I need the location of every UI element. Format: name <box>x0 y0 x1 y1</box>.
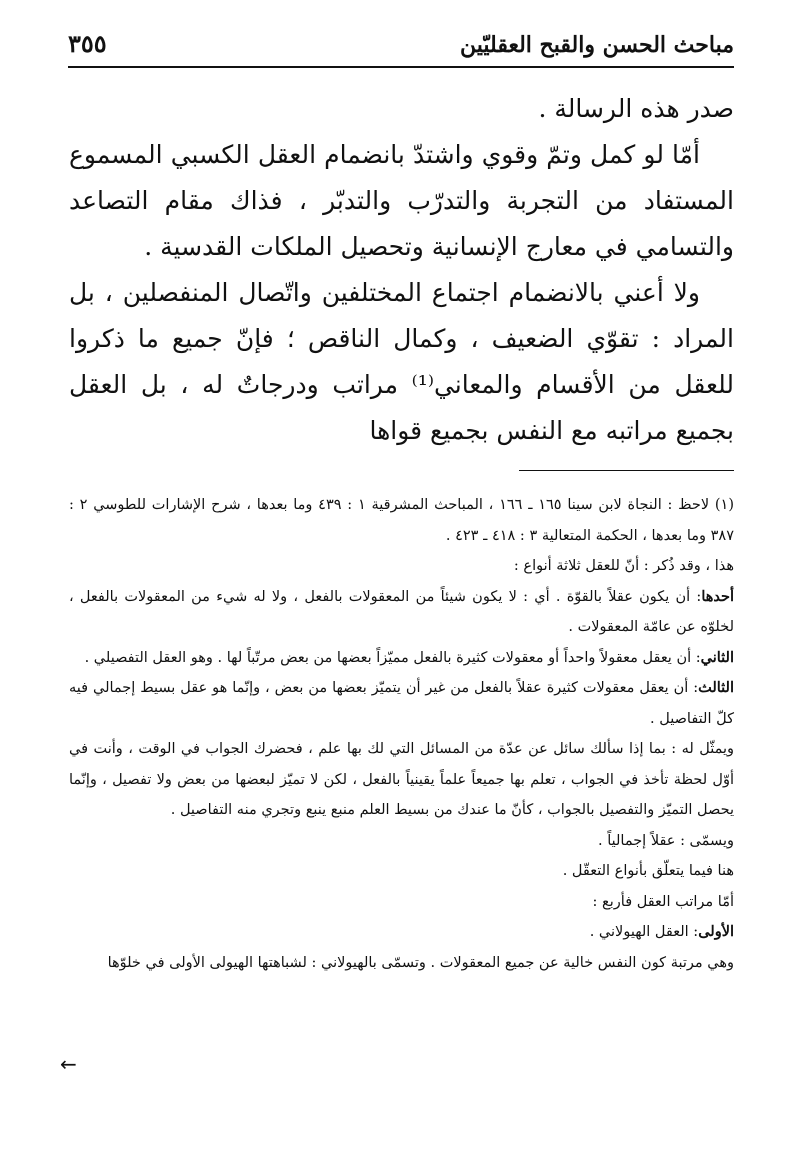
footnote-named: ويسمّى : عقلاً إجمالياً . <box>597 832 734 849</box>
footnote-separator <box>519 470 734 471</box>
footnote-type-3 <box>69 673 734 734</box>
footnote-ranks: أمّا مراتب العقل فأربع : <box>592 893 734 910</box>
page-header <box>68 28 734 68</box>
footnote-type-2 <box>69 643 734 674</box>
type-1-label: أحدها <box>701 587 734 605</box>
main-paragraph-1: أمّا لو كمل وتمّ وقوي واشتدّ بانضمام العقل الكسبي المسموع المستفاد من التجربة والتدرّب والتدبّر ، فذاك مقام التصاعد والتسامي في معارج الإنسانية وتحصيل الملكات القدسية . <box>69 140 734 261</box>
page-number: ٣٥٥ <box>68 32 107 58</box>
footnote-rank-1 <box>69 917 734 948</box>
type-3-label: الثالث <box>698 679 734 696</box>
type-3-text: : أن يعقل معقولات كثيرة عقلاً بالفعل من غير أن يتميّز بعضها من بعض ، وإنّما هو عقل بسيط إجمالي فيه كلّ التفاصيل . <box>69 680 734 727</box>
type-1-text: : أن يكون عقلاً بالقوّة . أي : لا يكون شيئاً من المعقولات بالفعل ، ولا له شيء من المعقولات بالفعل ، لخلوّه عن عامّة المعقولات . <box>69 588 734 635</box>
footnotes <box>69 490 734 978</box>
type-2-text: : أن يعقل معقولاً واحداً أو معقولات كثيرة بالفعل مميّزاً بعضها من بعض مرتّباً لها . وهو العقل التفصيلي . <box>84 649 701 666</box>
footnote-intro: هذا ، وقد ذُكر : أنّ للعقل ثلاثة أنواع : <box>513 558 734 574</box>
main-text <box>69 86 734 454</box>
rank-1-text: : العقل الهيولاني . <box>589 924 699 940</box>
rank-1-label: الأولى <box>698 923 734 940</box>
footnote-end-types: هنا فيما يتعلّق بأنواع التعقّل . <box>562 863 734 879</box>
footnote-1: (١) لاحظ : النجاة لابن سينا ١٦٥ ـ ١٦٦ ، المباحث المشرقية ١ : ٤٣٩ وما بعدها ، شرح الإشارات للطوسي ٢ : ٣٨٧ وما بعدها ، الحكمة المتعالية ٣ : ٤١٨ ـ ٤٢٣ . <box>69 497 734 544</box>
main-paragraph-2: ولا أعني بالانضمام اجتماع المختلفين واتّصال المنفصلين ، بل المراد : تقوّي الضعيف ، وكمال الناقص ؛ فإنّ جميع ما ذكروا للعقل من الأقسام والمعاني⁽¹⁾ مراتب ودرجاتٌ له ، بل العقل بجميع مراتبه مع النفس بجميع قواها <box>69 278 734 445</box>
footnote-rank-1-desc: وهي مرتبة كون النفس خالية عن جميع المعقولات . وتسمّى بالهيولاني : لشباهتها الهيولى الأولى في خلوّها <box>107 954 734 971</box>
header-rule <box>68 66 734 68</box>
main-line-1: صدر هذه الرسالة . <box>538 94 734 123</box>
footnote-type-1 <box>69 582 734 643</box>
footnote-example: ويمثّل له : بما إذا سألك سائل عن عدّة من المسائل التي لك بها علم ، فحضرك الجواب في الوقت ، وأنت في أوّل لحظة تأخذ في الجواب ، تعلم بها جميعاً علماً يقينياً بالفعل ، لكن لا تميّز لبعضها من بعض ولا تفصيل ، وإنّما يحصل التميّز والتفصيل بالجواب ، كأنّ ما عندك من بسيط العلم منبع ينبع وتجري منه التفاصيل . <box>69 741 734 818</box>
continuation-arrow-icon: ← <box>60 1052 77 1076</box>
running-title: مباحث الحسن والقبح العقليّين <box>460 32 734 58</box>
type-2-label: الثاني <box>700 648 734 666</box>
